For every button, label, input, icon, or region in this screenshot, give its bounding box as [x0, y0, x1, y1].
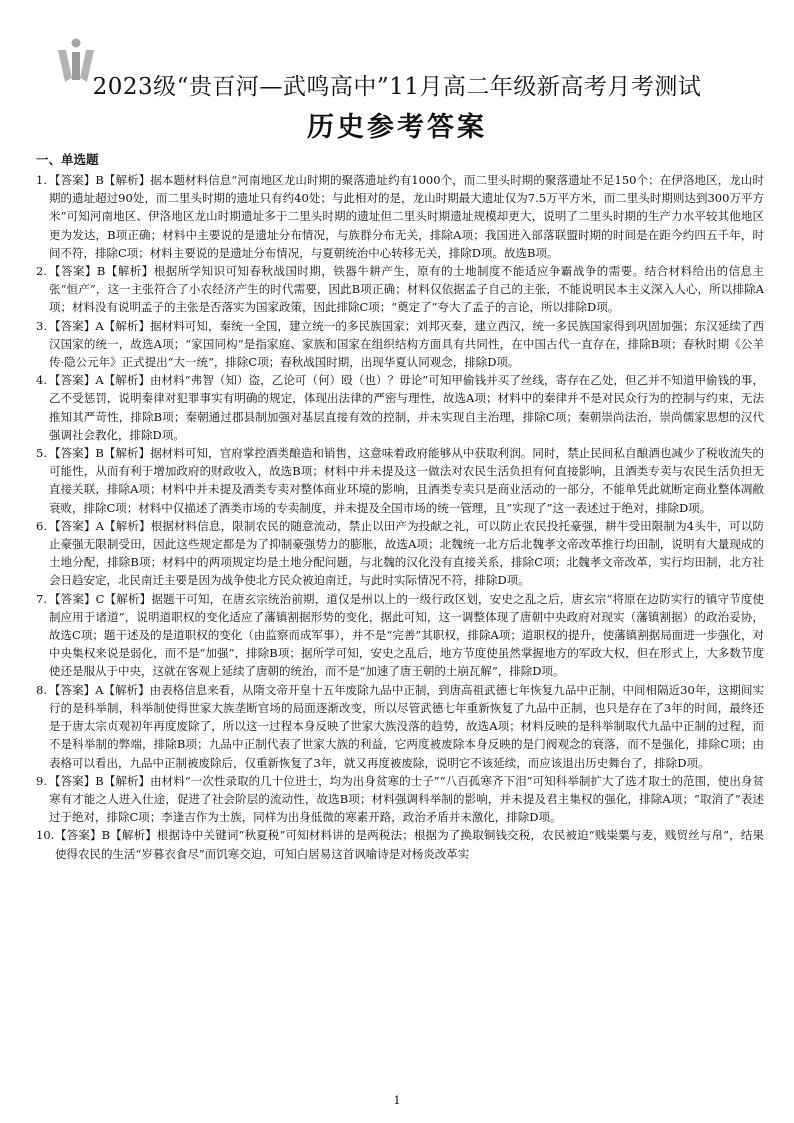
answer-text: 【答案】B【解析】由材料“一次性录取的几十位进士，均为出身贫寒的士子”“八百孤寒齐下泪”可知科举制扩大了选才取士的范围，使出身贫寒有才能之人进入仕途，促进了社会阶层的流动性，故选B项；材料强调科举制的影响，并未提及君主集权的强化，排除A项；“取消了”表述过于绝对，排除C项；李逢吉作为士族，同样为出身低微的寒素开路，政治矛盾并未激化，排除D项。: [49, 773, 764, 825]
answer-number: 1.: [36, 173, 47, 187]
answer-text: 【答案】A【解析】根据材料信息，限制农民的随意流动，禁止以田产为投献之礼，可以防止农民投托豪强，耕牛受田限制为4头牛，可以防止豪强无限制受田，因此这些规定都是为了抑制豪强势力的膨胀，故选A项；北魏统一北方后北魏孝文帝改革推行均田制，说明有大量现成的土地分配，排除B项；材料中的两项规定均是土地分配问题，与北魏的汉化没有直接关系，排除C项；北魏孝文帝改革，实行均田制，北方社会日趋安定，北民南迁主要是因为战争使北方民众被迫南迁，与此时实际情况不符，排除D项。: [49, 518, 764, 588]
answer-number: 3.: [36, 318, 47, 333]
answer-text: 【答案】C【解析】据题干可知，在唐玄宗统治前期，道仅是州以上的一级行政区划，安史之乱之后，唐玄宗“将原在边防实行的镇守节度使制应用于诸道”，说明道职权的变化适应了藩镇割据形势的变化，据此可知，这一调整体现了唐朝中央政府对现实（藩镇割据）的政治妥协，故选C项；题干述及的是道职权的变化（由监察而成军事），并不是“完善”其职权，排除A项；道职权的提升，使藩镇割据局面进一步强化，对中央集权来说是弱化，而不是“加强”，排除B项；据所学可知，安史之乱后，地方节度使虽然掌握地方的军政大权，但在形式上，大多数节度使还是服从于中央，这就在客观上延续了唐朝的统治，而不是“加速了唐王朝的土崩瓦解”，排除D项。: [49, 591, 764, 679]
answer-item: [36, 590, 764, 681]
answer-item: [36, 317, 764, 372]
answer-item: [36, 444, 764, 517]
answer-number: 8.: [36, 682, 47, 697]
answer-number: 6.: [36, 518, 47, 533]
answer-item: [36, 262, 764, 317]
answer-number: 10.: [36, 828, 55, 843]
answer-number: 7.: [36, 591, 47, 606]
answer-text: 【答案】B【解析】根据诗中关键词“秋夏税”可知材料讲的是两税法；根据为了换取铜钱交税，农民被迫“贱粜粟与麦，贱贸丝与帛”，结果使得农民的生活“岁暮衣食尽”而饥寒交迫，可知白居易这首讽喻诗是对杨炎改革实: [55, 828, 764, 861]
answer-item: [36, 681, 764, 772]
answer-text: 【答案】B【解析】据材料可知，官府掌控酒类酿造和销售，这意味着政府能够从中获取利润。同时，禁止民间私自酿酒也减少了税收流失的可能性，从而有利于增加政府的财政收入，故选B项；材料中并未提及这一做法对农民生活负担有何直接影响，且酒类专卖与农民生活负担无直接关联，排除A项；材料中并未提及酒类专卖对整体商业环境的影响，且酒类专卖只是商业活动的一部分，不能单凭此就断定商业整体凋敝衰败，排除C项；材料中仅描述了酒类市场的专卖制度，并未提及全国市场的统一管理，且“实现了”这一表述过于绝对，排除D项。: [49, 446, 764, 515]
answer-item: [36, 371, 764, 444]
answer-text: 【答案】A【解析】由材料“弗智（知）盗，乙论可（何）殴（也）？毋论”可知甲偷钱并买了丝线，寄存在乙处，但乙并不知道甲偷钱的事，乙不受惩罚，说明秦律对犯罪事实有明确的规定，体现出法律的严密与理性，故选A项；材料中的秦律并不是对民众行为的控制与约束，无法推知其严苛性，排除B项；秦朝通过郡县制加强对基层直接有效的控制，并未实现自主治理，排除C项；秦朝崇尚法治，崇尚儒家思想的汉代强调社会教化，排除D项。: [49, 373, 764, 442]
answer-text: 【答案】B【解析】根据所学知识可知春秋战国时期，铁器牛耕产生，原有的土地制度不能适应争霸战争的需要。结合材料给出的信息主张“恒产”，这一主张符合了小农经济产生的时代需要，因此B项正确；材料仅依据孟子自己的主张，不能说明民本主义深入人心，所以排除A项；材料没有说明孟子的主张是否落实为国家政策，因此排除C项；“奠定了”夸大了孟子的言论，所以排除D项。: [49, 264, 764, 315]
answer-number: 5.: [36, 446, 47, 461]
answer-item: [36, 772, 764, 827]
answer-text: 【答案】B【解析】据本题材料信息“河南地区龙山时期的聚落遗址约有1000个，而二里头时期的聚落遗址不足150个；在伊洛地区，龙山时期的遗址超过90处，而二里头时期的遗址只有约40处；与此相对的是，龙山时期最大遗址仅为7.5万平方米，而二里头时期则达到300万平方米”可知河南地区、伊洛地区龙山时期遗址多于二里头时期的遗址但二里头时期遗址规模却更大，说明了二里头时期的生产力水平较其他地区更为发达，B项正确；材料中主要说的是遗址分布情况，与族群分布无关，排除A项；我国进入部落联盟时期的时间是在距今约四五千年，时间不符，排除C项；材料主要说的是遗址分布情况，与夏朝统治中心转移无关，排除D项。故选B项。: [49, 173, 764, 260]
answer-number: 9.: [36, 773, 47, 788]
answer-number: 4.: [36, 373, 47, 388]
exam-title: 2023级“贵百河—武鸣高中”11月高二年级新高考月考测试: [92, 74, 702, 100]
page-number: 1: [393, 1094, 401, 1107]
section-heading: 一、单选题: [36, 152, 99, 167]
answer-text: 【答案】A【解析】由表格信息来看，从隋文帝开皇十五年废除九品中正制，到唐高祖武德七年恢复九品中正制，中间相隔近30年，这期间实行的是科举制，科举制使得世家大族垄断官场的局面逐渐改变，所以尽管武德七年重新恢复了九品中正制，也只是存在了3年的时间，最终还是于唐太宗贞观初年再度废除了，所以这一过程本身反映了世家大族没落的趋势，故选A项；材料反映的是科举制取代九品中正制的过程，而不是科举制的弊端，排除B项；九品中正制代表了世家大族的利益，它两度被废除本身反映的是门阀观念的衰落，而不是强化，排除C项；由表格可以看出，九品中正制被废除后，仅重新恢复了3年，就又再度被废除，说明它不该延续，而应该退出历史舞台了，排除D项。: [49, 682, 764, 770]
answer-item: [36, 826, 764, 862]
answer-text: 【答案】A【解析】据材料可知，秦统一全国，建立统一的多民族国家；刘邦灭秦，建立西汉，统一多民族国家得到巩固加强；东汉延续了西汉国家的统一，故选A项；“家国同构”是指家庭、家族和国家在组织结构方面具有共同性，在中国古代一直存在，排除B项；春秋时期《公羊传·隐公元年》正式提出“大一统”，排除C项；春秋战国时期，出现华夏认同观念，排除D项。: [49, 318, 764, 370]
answer-item: [36, 517, 764, 590]
answer-list: [36, 171, 764, 863]
answer-number: 2.: [36, 264, 47, 279]
document-title: 历史参考答案: [307, 112, 487, 143]
answer-item: [36, 171, 764, 262]
